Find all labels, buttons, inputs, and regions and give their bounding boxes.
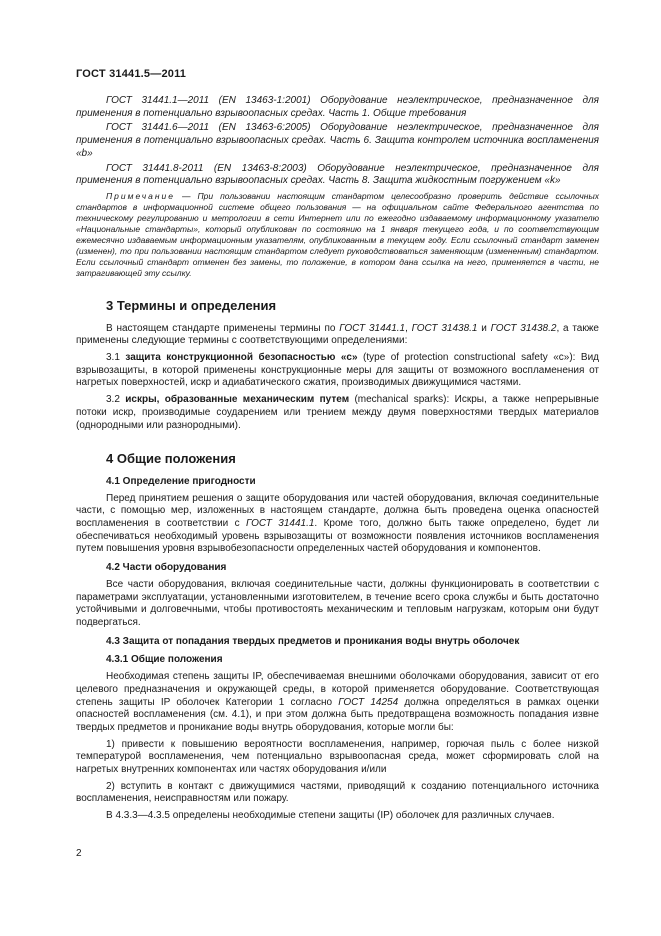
- text-run: ,: [405, 322, 412, 334]
- text-run: Необходимая степень защиты IP, обеспечиваемая внешними оболочками оборудования, зависит от его целевого предназначения и окружающей среды, в которой применяется оборудование. Соответствующая степень защиты IP оболочек Категории 1 согласно: [76, 671, 599, 708]
- term-name: искры, образованные механическим путем: [125, 394, 350, 406]
- section-4-title: 4 Общие положения: [106, 451, 236, 467]
- text-run: В настоящем стандарте применены термины по: [106, 322, 340, 334]
- list-item-1: 1) привести к повышению вероятности воспламенения, например, горючая пыль с более низкой температурой воспламенения, чем потенциально взрывоопасная среда, может сформировать слой на нагретых внутренних компонентах или частях оборудования и/или: [76, 738, 599, 776]
- document-header: ГОСТ 31441.5—2011: [76, 68, 187, 80]
- term-3-2: [76, 394, 599, 432]
- subsection-4-3-title: 4.3 Защита от попадания твердых предметов и проникания воды внутрь оболочек: [106, 635, 520, 647]
- reference-link: ГОСТ 31441.1: [246, 518, 315, 530]
- page-number: 2: [76, 848, 82, 859]
- reference-gost-31441-6: ГОСТ 31441.6—2011 (EN 13463-6:2005) Оборудование неэлектрическое, предназначенное для применения в потенциально взрывоопасных средах. Часть 6. Защита контролем источника воспламенения «b»: [76, 122, 599, 159]
- term-number: 3.2: [106, 394, 126, 406]
- term-number: 3.1: [106, 352, 126, 364]
- text-run: Перед принятием решения о защите оборудования или частей оборудования, включая соединительные части, с помощью мер, изложенных в настоящем стандарте, должна быть проведена оценка опасностей воспламенения в соответствии с: [76, 492, 599, 530]
- text-run: должна определяться в рамках оценки опасностей воспламенения (см. 4.1), и при этом должна быть предотвращена возможность попадания извне твердых предметов и проникание воды внутрь оборудования, которые могли бы:: [76, 696, 599, 733]
- note-label: Примечание: [106, 190, 175, 201]
- reference-link: ГОСТ 31438.2: [490, 322, 557, 334]
- reference-link: ГОСТ 31441.1: [339, 322, 406, 334]
- note-text: — При пользовании настоящим стандартом целесообразно проверить действие ссылочных стандартов в информационной системе общего пользования — на официальном сайте Федерального агентства по техническому регулированию и метрологии в сети Интернет или по ежегодно издаваемому информационному указателю «Национальные стандарты», который опубликован по состоянию на 1 января текущего года, и по соответствующим ежемесячно издаваемым информационным указателям, опубликованным в текущем году. Если ссылочный стандарт заменен (изменен), то при пользовании настоящим стандартом следует руководствоваться заменяющим (измененным) стандартом. Если ссылочный стандарт отменен без замены, то положение, в котором дана ссылка на него, применяется в части, не затрагивающей эту ссылку.: [76, 190, 599, 278]
- subsection-4-3-1-title: 4.3.1 Общие положения: [106, 654, 223, 666]
- reference-gost-31441-1: ГОСТ 31441.1—2011 (EN 13463-1:2001) Оборудование неэлектрическое, предназначенное для применения в потенциально взрывоопасных средах. Часть 1. Общие требования: [76, 95, 599, 119]
- subsection-4-2-text: Все части оборудования, включая соединительные части, должны функционировать в соответствии с параметрами эксплуатации, установленными изготовителем, в течение всего срока службы и быть достаточно устойчивыми и долговечными, чтобы противостоять механическим и тепловым нагрузкам, которым они будут подвергаться.: [76, 578, 599, 628]
- term-definition: (type of protection constructional safety «c»): Вид взрывозащиты, в которой применены конструкционные меры для защиты от возможного воспламенения от нагретых поверхностей, искр и адиабатического сжатия, производимых движущимися частями.: [76, 352, 600, 389]
- list-item-2: 2) вступить в контакт с движущимися частями, приводящий к созданию потенциального источника воспламенения, неисправностям или пожару.: [76, 780, 599, 805]
- term-definition: (mechanical sparks): Искры, а также непрерывные потоки искр, производимые соударением или трением между двумя поверхностями твердых материалов (однородными или разнородными).: [76, 394, 599, 431]
- page-content: [76, 95, 599, 823]
- reference-gost-31441-8: ГОСТ 31441.8-2011 (EN 13463-8:2003) Оборудование неэлектрическое, предназначенное для применения в потенциально взрывоопасных средах. Часть 8. Защита жидкостным погружением «k»: [76, 162, 599, 187]
- note-paragraph: [76, 191, 599, 279]
- term-3-1: [76, 352, 599, 390]
- subsection-4-1-title: 4.1 Определение пригодности: [106, 475, 256, 487]
- section-3-title: 3 Термины и определения: [106, 297, 277, 313]
- text-run: . Кроме того, должно быть также определено, будет ли обеспечиваться необходимый уровень взрывозащиты от возможности появления источников воспламенения путем повышения уровня взрывобезопасности определенных частей оборудования и компонентов.: [76, 518, 599, 555]
- reference-link: ГОСТ 14254: [338, 696, 399, 708]
- closing-paragraph: В 4.3.3—4.3.5 определены необходимые степени защиты (IP) оболочек для различных случаев.: [106, 810, 555, 822]
- text-run: и: [477, 322, 491, 334]
- subsection-4-1-text: [76, 493, 599, 557]
- subsection-4-2-title: 4.2 Части оборудования: [106, 562, 227, 574]
- subsection-4-3-1-text: [76, 671, 599, 735]
- text-run: , а также применены следующие термины с соответствующими определениями:: [76, 322, 599, 347]
- term-name: защита конструкционной безопасностью «c»: [125, 352, 358, 364]
- reference-link: ГОСТ 31438.1: [411, 322, 478, 334]
- section-3-intro: [76, 323, 599, 348]
